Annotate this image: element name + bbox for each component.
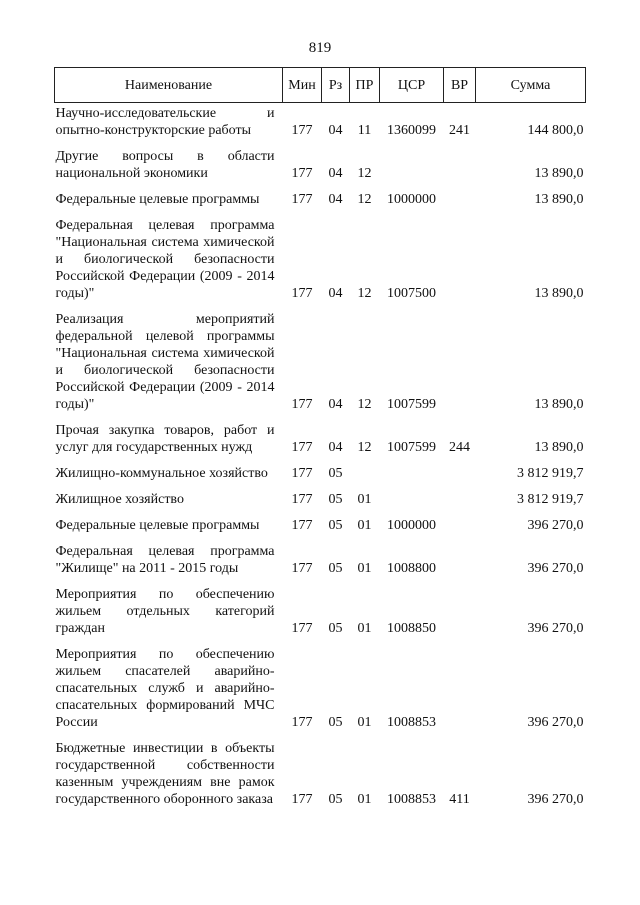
- cell-sum: 13 890,0: [534, 440, 584, 455]
- cell-rz: 05: [328, 466, 343, 481]
- cell-rz: 04: [328, 166, 343, 181]
- cell-csr: 1000000: [387, 192, 436, 207]
- cell-name: Федеральная целевая программа "Национальная система химической и биологической безопасности Российской Федерации (2009 - 2014 годы)": [55, 218, 275, 301]
- table-row: [55, 640, 586, 734]
- header-pr: ПР: [350, 68, 380, 103]
- cell-csr: 1007599: [387, 440, 436, 455]
- cell-min: 177: [291, 123, 313, 138]
- header-min: Мин: [283, 68, 322, 103]
- cell-vr: 244: [449, 440, 470, 455]
- table-row: [55, 416, 586, 459]
- cell-pr: 12: [357, 440, 372, 455]
- cell-pr: 01: [357, 561, 372, 576]
- header-rz: Рз: [322, 68, 350, 103]
- table-row: [55, 103, 586, 143]
- cell-rz: 04: [328, 440, 343, 455]
- cell-vr: [444, 485, 476, 511]
- cell-min: 177: [291, 440, 313, 455]
- table-row: [55, 537, 586, 580]
- cell-name: Федеральная целевая программа "Жилище" на 2011 - 2015 годы: [55, 544, 275, 576]
- cell-min: 177: [291, 561, 313, 576]
- cell-sum: 13 890,0: [534, 192, 584, 207]
- cell-vr: 411: [449, 792, 470, 807]
- cell-sum: 396 270,0: [527, 518, 584, 533]
- cell-vr: [444, 537, 476, 580]
- cell-pr: 01: [357, 492, 372, 507]
- cell-vr: [444, 640, 476, 734]
- table-row: [55, 142, 586, 185]
- cell-rz: 04: [328, 286, 343, 301]
- cell-sum: 13 890,0: [534, 397, 584, 412]
- cell-name: Федеральные целевые программы: [55, 192, 260, 207]
- cell-csr: 1000000: [387, 518, 436, 533]
- cell-csr: 1007599: [387, 397, 436, 412]
- cell-name: Жилищное хозяйство: [55, 492, 184, 507]
- table-row: [55, 185, 586, 211]
- cell-csr: 1008850: [387, 621, 436, 636]
- table-row: [55, 211, 586, 305]
- table-header: [55, 68, 586, 103]
- cell-rz: 05: [328, 621, 343, 636]
- cell-pr: 12: [357, 286, 372, 301]
- cell-vr: [444, 511, 476, 537]
- cell-name: Федеральные целевые программы: [55, 518, 260, 533]
- cell-sum: 396 270,0: [527, 792, 584, 807]
- cell-name: Реализация мероприятий федеральной целевой программы "Национальная система химической и биологической безопасности Российской Федерации (2009 - 2014 годы)": [55, 312, 275, 412]
- cell-sum: 396 270,0: [527, 621, 584, 636]
- cell-sum: 3 812 919,7: [517, 466, 584, 481]
- cell-csr: 1008853: [387, 792, 436, 807]
- cell-sum: 144 800,0: [527, 123, 584, 138]
- cell-csr: 1008800: [387, 561, 436, 576]
- cell-sum: 13 890,0: [534, 286, 584, 301]
- cell-pr: 01: [357, 518, 372, 533]
- cell-sum: 396 270,0: [527, 561, 584, 576]
- table-row: [55, 734, 586, 811]
- cell-rz: 05: [328, 561, 343, 576]
- cell-name: Другие вопросы в области национальной экономики: [55, 149, 275, 181]
- cell-csr: [380, 459, 444, 485]
- cell-pr: 12: [357, 397, 372, 412]
- cell-rz: 05: [328, 792, 343, 807]
- cell-min: 177: [291, 792, 313, 807]
- cell-csr: 1008853: [387, 715, 436, 730]
- cell-name: Бюджетные инвестиции в объекты государственной собственности казенным учреждениям вне рамок государственного оборонного заказа: [55, 741, 275, 807]
- cell-rz: 05: [328, 715, 343, 730]
- cell-pr: 12: [357, 192, 372, 207]
- cell-sum: 13 890,0: [534, 166, 584, 181]
- table-row: [55, 459, 586, 485]
- cell-sum: 396 270,0: [527, 715, 584, 730]
- table-row: [55, 511, 586, 537]
- cell-min: 177: [291, 166, 313, 181]
- cell-rz: 04: [328, 123, 343, 138]
- cell-min: 177: [291, 397, 313, 412]
- cell-vr: 241: [449, 123, 470, 138]
- table-body: [55, 103, 586, 812]
- cell-pr: 01: [357, 621, 372, 636]
- cell-pr: 01: [357, 792, 372, 807]
- cell-vr: [444, 211, 476, 305]
- cell-pr: 12: [357, 166, 372, 181]
- cell-name: Научно-исследовательские и опытно-конструкторские работы: [55, 106, 275, 138]
- cell-csr: [380, 485, 444, 511]
- cell-rz: 04: [328, 397, 343, 412]
- cell-csr: [380, 142, 444, 185]
- cell-rz: 05: [328, 518, 343, 533]
- table-row: [55, 580, 586, 640]
- cell-min: 177: [291, 621, 313, 636]
- cell-vr: [444, 142, 476, 185]
- budget-table: [54, 67, 586, 811]
- cell-name: Прочая закупка товаров, работ и услуг для государственных нужд: [55, 423, 275, 455]
- table-row: [55, 485, 586, 511]
- cell-name: Жилищно-коммунальное хозяйство: [55, 466, 268, 481]
- header-name: Наименование: [55, 68, 283, 103]
- cell-name: Мероприятия по обеспечению жильем спасателей аварийно-спасательных служб и аварийно-спасательных формирований МЧС России: [55, 647, 275, 730]
- cell-pr: 01: [357, 715, 372, 730]
- cell-min: 177: [291, 192, 313, 207]
- cell-rz: 05: [328, 492, 343, 507]
- cell-pr: [350, 459, 380, 485]
- cell-sum: 3 812 919,7: [517, 492, 584, 507]
- cell-pr: 11: [357, 123, 372, 138]
- header-csr: ЦСР: [380, 68, 444, 103]
- cell-vr: [444, 459, 476, 485]
- cell-min: 177: [291, 466, 313, 481]
- page-number: 819: [308, 40, 332, 56]
- cell-vr: [444, 185, 476, 211]
- cell-min: 177: [291, 715, 313, 730]
- cell-vr: [444, 580, 476, 640]
- cell-min: 177: [291, 518, 313, 533]
- cell-vr: [444, 305, 476, 416]
- cell-min: 177: [291, 286, 313, 301]
- cell-min: 177: [291, 492, 313, 507]
- cell-name: Мероприятия по обеспечению жильем отдельных категорий граждан: [55, 587, 275, 636]
- cell-csr: 1360099: [387, 123, 436, 138]
- cell-csr: 1007500: [387, 286, 436, 301]
- header-sum: Сумма: [476, 68, 586, 103]
- cell-rz: 04: [328, 192, 343, 207]
- header-vr: ВР: [444, 68, 476, 103]
- table-row: [55, 305, 586, 416]
